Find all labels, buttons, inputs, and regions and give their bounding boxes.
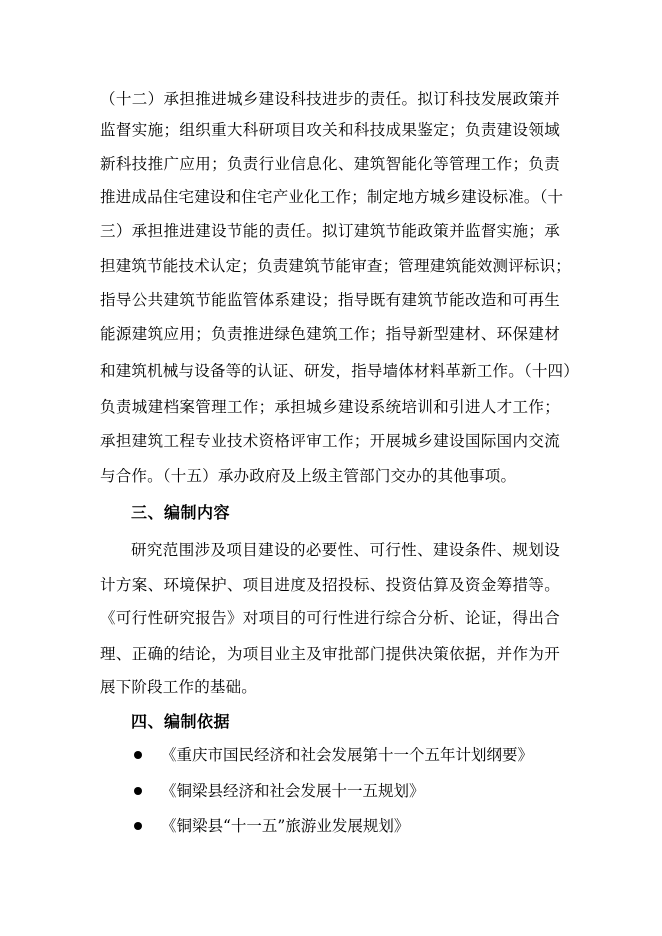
paragraph2-line: 展下阶段工作的基础。 [100, 678, 258, 696]
list-item-text: 《铜梁县经济和社会发展十一五规划》 [161, 782, 425, 800]
bullet-icon [134, 822, 142, 830]
bullet-icon [134, 787, 142, 795]
list-item-text: 《铜梁县“十一五”旅游业发展规划》 [161, 817, 410, 835]
paragraph1-line: 担建筑节能技术认定；负责建筑节能审查；管理建筑能效测评标识； [100, 257, 572, 275]
paragraph1-line: 推进成品住宅建设和住宅产业化工作；制定地方城乡建设标准。（十 [100, 188, 564, 206]
list-item-text: 《重庆市国民经济和社会发展第十一个五年计划纲要》 [161, 746, 534, 764]
paragraph1-line: 承担建筑工程专业技术资格评审工作；开展城乡建设国际国内交流 [100, 432, 560, 450]
section-heading-content: 三、编制内容 [131, 503, 231, 522]
paragraph2-line: 计方案、环境保护、项目进度及招投标、投资估算及资金筹措等。 [100, 576, 560, 594]
bullet-icon [134, 751, 142, 759]
paragraph1-line: 和建筑机械与设备等的认证、研发，指导墙体材料革新工作。（十四） [100, 362, 579, 380]
paragraph1-line: 新科技推广应用；负责行业信息化、建筑智能化等管理工作；负责 [100, 155, 560, 173]
paragraph1-line: 与合作。（十五）承办政府及上级主管部门交办的其他事项。 [100, 467, 517, 485]
paragraph2-line: 《可行性研究报告》对项目的可行性进行综合分析、论证，得出合 [100, 609, 560, 627]
paragraph1-line: 负责城建档案管理工作；承担城乡建设系统培训和引进人才工作； [100, 398, 560, 416]
paragraph1-line: 指导公共建筑节能监管体系建设；指导既有建筑节能改造和可再生 [100, 291, 560, 309]
paragraph2-line: 研究范围涉及项目建设的必要性、可行性、建设条件、规划设 [131, 541, 560, 559]
list-item [134, 781, 425, 801]
list-item [134, 816, 409, 836]
paragraph1-line: 能源建筑应用；负责推进绿色建筑工作；指导新型建材、环保建材 [100, 325, 560, 343]
section-heading-basis: 四、编制依据 [131, 712, 231, 731]
paragraph2-line: 理、正确的结论，为项目业主及审批部门提供决策依据，并作为开 [100, 645, 560, 663]
list-item [134, 745, 533, 765]
paragraph1-line: （十二）承担推进城乡建设科技进步的责任。拟订科技发展政策并 [100, 90, 560, 108]
paragraph1-line: 监督实施；组织重大科研项目攻关和科技成果鉴定；负责建设领域 [100, 121, 560, 139]
paragraph1-line: 三）承担推进建设节能的责任。拟订建筑节能政策并监督实施；承 [100, 222, 560, 240]
